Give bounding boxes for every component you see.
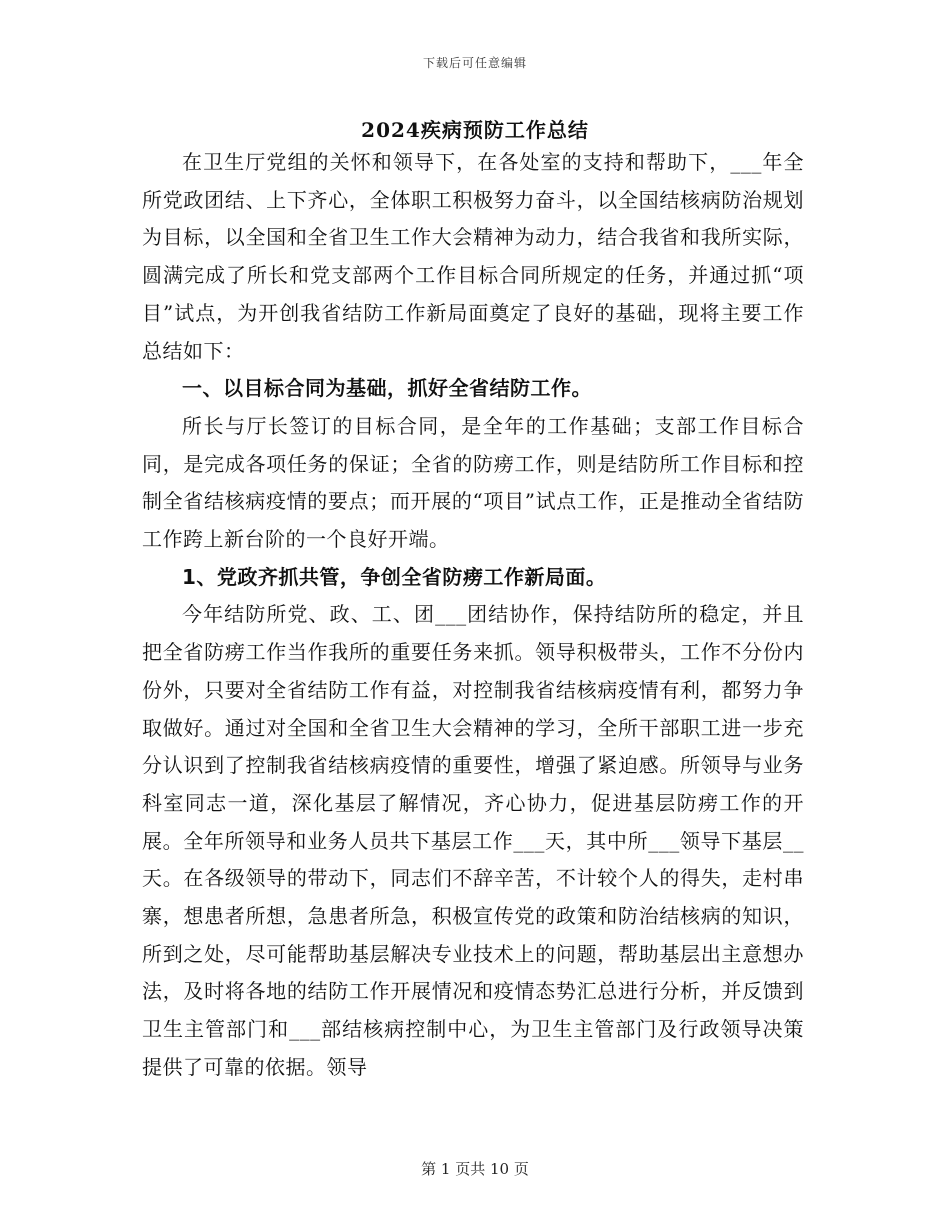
header-note: 下载后可任意编辑 xyxy=(422,56,527,70)
document-title: 2024疾病预防工作总结 xyxy=(361,118,589,142)
section-1-paragraph: 所长与厅长签订的目标合同，是全年的工作基础；支部工作目标合同，是完成各项任务的保证；全省的防痨工作，则是结防所工作目标和控制全省结核病疫情的要点；而开展的“项目”试点工作，正是推动全省结防工作跨上新台阶的一个良好开端。 xyxy=(142,413,804,552)
section-heading-1: 一、以目标合同为基础，抓好全省结防工作。 xyxy=(182,376,592,401)
intro-paragraph: 在卫生厅党组的关怀和领导下，在各处室的支持和帮助下，___年全所党政团结、上下齐心，全体职工积极努力奋斗，以全国结核病防治规划为目标，以全国和全省卫生工作大会精神为动力，结合我省和我所实际，圆满完成了所长和党支部两个工作目标合同所规定的任务，并通过抓“项目”试点，为开创我省结防工作新局面奠定了良好的基础，现将主要工作总结如下： xyxy=(142,150,804,363)
page-footer: 第 1 页共 10 页 xyxy=(421,1160,529,1178)
document-body xyxy=(142,144,804,1087)
subsection-1-paragraph: 今年结防所党、政、工、团___团结协作，保持结防所的稳定，并且把全省防痨工作当作我所的重要任务来抓。领导积极带头，工作不分份内份外，只要对全省结防工作有益，对控制我省结核病疫情有利，都努力争取做好。通过对全国和全省卫生大会精神的学习，全所干部职工进一步充分认识到了控制我省结核病疫情的重要性，增强了紧迫感。所领导与业务科室同志一道，深化基层了解情况，齐心协力，促进基层防痨工作的开展。全年所领导和业务人员共下基层工作___天，其中所___领导下基层__天。在各级领导的带动下，同志们不辞辛苦，不计较个人的得失，走村串寨，想患者所想，急患者所急，积极宣传党的政策和防治结核病的知识，所到之处，尽可能帮助基层解决专业技术上的问题，帮助基层出主意想办法，及时将各地的结防工作开展情况和疫情态势汇总进行分析，并反馈到卫生主管部门和___部结核病控制中心，为卫生主管部门及行政领导决策提供了可靠的依据。领导 xyxy=(142,602,804,1079)
subsection-heading-1: 1、党政齐抓共管，争创全省防痨工作新局面。 xyxy=(182,564,607,589)
